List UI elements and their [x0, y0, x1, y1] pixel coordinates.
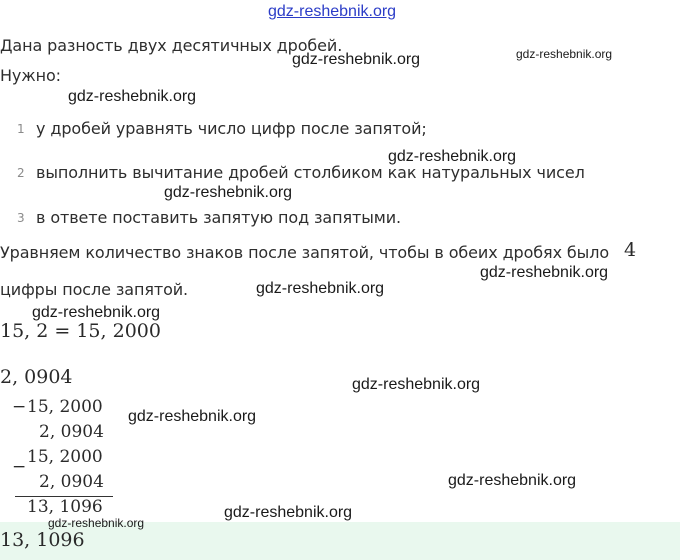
converted-number: 2, 0904 [0, 366, 73, 388]
watermark: gdz-reshebnik.org [448, 472, 577, 489]
watermark: gdz-reshebnik.org [164, 184, 293, 201]
watermark: gdz-reshebnik.org [352, 376, 481, 393]
step-number: 2 [17, 166, 25, 180]
watermark: gdz-reshebnik.org [292, 51, 421, 68]
result: 13, 1096 [27, 497, 103, 517]
answer: 13, 1096 [0, 529, 85, 551]
watermark: gdz-reshebnik.org [516, 47, 613, 61]
watermark: gdz-reshebnik.org [32, 304, 161, 321]
explanation-line-2: цифры после запятой. [0, 280, 189, 299]
watermark: gdz-reshebnik.org [48, 516, 145, 530]
minuend: 15, 2000 [27, 397, 103, 417]
need-label: Нужно: [0, 66, 61, 85]
explanation-line-1: Уравняем количество знаков после запятой, чтобы в обеих дробях было [0, 243, 610, 262]
step-text: у дробей уравнять число цифр после запятой; [36, 119, 427, 138]
watermark: gdz-reshebnik.org [128, 408, 257, 425]
explanation-digit-count: 4 [624, 239, 637, 261]
step-text: выполнить вычитание дробей столбиком как натуральных чисел [36, 163, 585, 182]
step-number: 3 [17, 211, 25, 225]
subtrahend: 2, 0904 [39, 422, 104, 442]
watermark: gdz-reshebnik.org [480, 264, 609, 281]
watermark: gdz-reshebnik.org [68, 88, 197, 105]
step-text: в ответе поставить запятую под запятыми. [36, 208, 402, 227]
watermark-top-link[interactable]: gdz-reshebnik.org [268, 3, 397, 20]
minuend: 15, 2000 [27, 447, 103, 467]
minus-sign: − [12, 397, 27, 417]
minus-sign: − [12, 457, 27, 477]
watermark: gdz-reshebnik.org [224, 504, 353, 521]
watermark: gdz-reshebnik.org [256, 280, 385, 297]
equation: 15, 2 = 15, 2000 [0, 320, 161, 342]
step-number: 1 [17, 122, 25, 136]
intro-text: Дана разность двух десятичных дробей. [0, 36, 343, 55]
subtrahend: 2, 0904 [39, 472, 104, 492]
watermark: gdz-reshebnik.org [388, 148, 517, 165]
